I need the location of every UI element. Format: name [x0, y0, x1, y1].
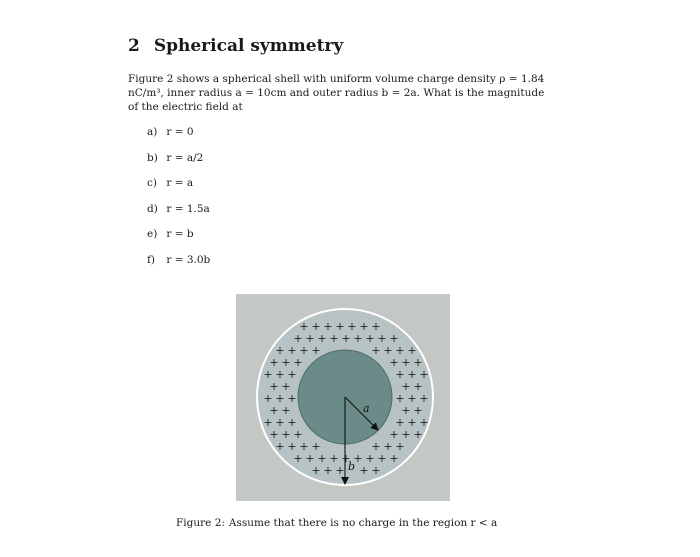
plus-charge-icon: +	[419, 368, 429, 381]
plus-charge-icon: +	[389, 452, 399, 465]
plus-charge-icon: +	[329, 332, 339, 345]
plus-charge-icon: +	[263, 392, 273, 405]
plus-charge-icon: +	[377, 332, 387, 345]
plus-charge-icon: +	[401, 356, 411, 369]
problem-statement	[128, 72, 568, 114]
plus-charge-icon: +	[269, 380, 279, 393]
caption-label: Figure 2:	[176, 517, 225, 529]
plus-charge-icon: +	[281, 356, 291, 369]
plus-charge-icon: +	[353, 452, 363, 465]
plus-charge-icon: +	[335, 320, 345, 333]
plus-charge-icon: +	[305, 452, 315, 465]
plus-charge-icon: +	[395, 344, 405, 357]
part-text: r = 0	[166, 126, 194, 138]
plus-charge-icon: +	[383, 344, 393, 357]
plus-charge-icon: +	[413, 428, 423, 441]
question-part	[147, 203, 210, 229]
plus-charge-icon: +	[371, 440, 381, 453]
plus-charge-icon: +	[299, 320, 309, 333]
plus-charge-icon: +	[311, 320, 321, 333]
part-label: c)	[147, 177, 157, 189]
figure-caption	[176, 517, 497, 529]
plus-charge-icon: +	[275, 416, 285, 429]
plus-charge-icon: +	[293, 356, 303, 369]
spherical-shell-diagram	[236, 294, 450, 501]
plus-charge-icon: +	[365, 332, 375, 345]
plus-charge-icon: +	[281, 404, 291, 417]
question-part	[147, 254, 210, 280]
question-part	[147, 228, 210, 254]
plus-charge-icon: +	[353, 332, 363, 345]
plus-charge-icon: +	[275, 440, 285, 453]
section-title: Spherical symmetry	[153, 36, 344, 56]
plus-charge-icon: +	[305, 332, 315, 345]
plus-charge-icon: +	[323, 464, 333, 477]
plus-charge-icon: +	[311, 344, 321, 357]
plus-charge-icon: +	[383, 440, 393, 453]
plus-charge-icon: +	[287, 440, 297, 453]
plus-charge-icon: +	[269, 404, 279, 417]
radius-a-label: a	[363, 402, 370, 415]
plus-charge-icon: +	[407, 416, 417, 429]
part-label: e)	[147, 228, 158, 240]
part-label: f)	[147, 253, 155, 266]
part-text: r = a	[166, 177, 194, 189]
spherical-shell-figure	[236, 294, 450, 501]
plus-charge-icon: +	[401, 428, 411, 441]
plus-charge-icon: +	[269, 428, 279, 441]
question-part	[147, 152, 210, 178]
plus-charge-icon: +	[371, 464, 381, 477]
plus-charge-icon: +	[419, 392, 429, 405]
plus-charge-icon: +	[281, 428, 291, 441]
plus-charge-icon: +	[389, 332, 399, 345]
plus-charge-icon: +	[275, 392, 285, 405]
question-part	[147, 126, 210, 152]
plus-charge-icon: +	[281, 380, 291, 393]
problem-line-1: Figure 2 shows a spherical shell with uniform volume charge density ρ = 1.84	[128, 73, 545, 85]
plus-charge-icon: +	[293, 332, 303, 345]
radius-b-label: b	[348, 460, 356, 473]
plus-charge-icon: +	[299, 440, 309, 453]
part-label: d)	[147, 202, 158, 215]
plus-charge-icon: +	[275, 344, 285, 357]
plus-charge-icon: +	[377, 452, 387, 465]
section-number: 2	[128, 36, 140, 56]
plus-charge-icon: +	[359, 320, 369, 333]
plus-charge-icon: +	[263, 416, 273, 429]
question-part	[147, 177, 210, 203]
plus-charge-icon: +	[317, 452, 327, 465]
plus-charge-icon: +	[341, 332, 351, 345]
problem-line-2: nC/m³, inner radius a = 10cm and outer radius b = 2a. What is the magnitude	[128, 87, 545, 99]
plus-charge-icon: +	[395, 368, 405, 381]
section-heading	[128, 36, 343, 56]
plus-charge-icon: +	[287, 368, 297, 381]
plus-charge-icon: +	[317, 332, 327, 345]
plus-charge-icon: +	[401, 404, 411, 417]
plus-charge-icon: +	[341, 452, 351, 465]
plus-charge-icon: +	[359, 464, 369, 477]
part-label: b)	[147, 151, 158, 164]
plus-charge-icon: +	[413, 380, 423, 393]
part-text: r = b	[166, 228, 194, 240]
plus-charge-icon: +	[365, 452, 375, 465]
caption-text: Assume that there is no charge in the region r < a	[228, 517, 498, 529]
plus-charge-icon: +	[407, 368, 417, 381]
plus-charge-icon: +	[293, 428, 303, 441]
plus-charge-icon: +	[323, 320, 333, 333]
plus-charge-icon: +	[311, 464, 321, 477]
plus-charge-icon: +	[407, 344, 417, 357]
plus-charge-icon: +	[329, 452, 339, 465]
plus-charge-icon: +	[401, 380, 411, 393]
plus-charge-icon: +	[299, 344, 309, 357]
plus-charge-icon: +	[287, 344, 297, 357]
plus-charge-icon: +	[395, 416, 405, 429]
part-text: r = 1.5a	[166, 202, 210, 215]
plus-charge-icon: +	[395, 440, 405, 453]
plus-charge-icon: +	[293, 452, 303, 465]
plus-charge-icon: +	[263, 368, 273, 381]
plus-charge-icon: +	[419, 416, 429, 429]
plus-charge-icon: +	[287, 416, 297, 429]
plus-charge-icon: +	[335, 464, 345, 477]
part-text: r = a/2	[166, 151, 204, 164]
problem-line-3: of the electric field at	[128, 101, 243, 113]
plus-charge-icon: +	[371, 344, 381, 357]
part-label: a)	[147, 126, 158, 138]
part-text: r = 3.0b	[166, 253, 211, 266]
plus-charge-icon: +	[371, 320, 381, 333]
plus-charge-icon: +	[269, 356, 279, 369]
plus-charge-icon: +	[407, 392, 417, 405]
plus-charge-icon: +	[275, 368, 285, 381]
plus-charge-icon: +	[287, 392, 297, 405]
plus-charge-icon: +	[389, 428, 399, 441]
plus-charge-icon: +	[413, 356, 423, 369]
plus-charge-icon: +	[413, 404, 423, 417]
plus-charge-icon: +	[347, 320, 357, 333]
plus-charge-icon: +	[395, 392, 405, 405]
plus-charge-icon: +	[389, 356, 399, 369]
question-parts-list	[147, 126, 210, 279]
plus-charge-icon: +	[311, 440, 321, 453]
